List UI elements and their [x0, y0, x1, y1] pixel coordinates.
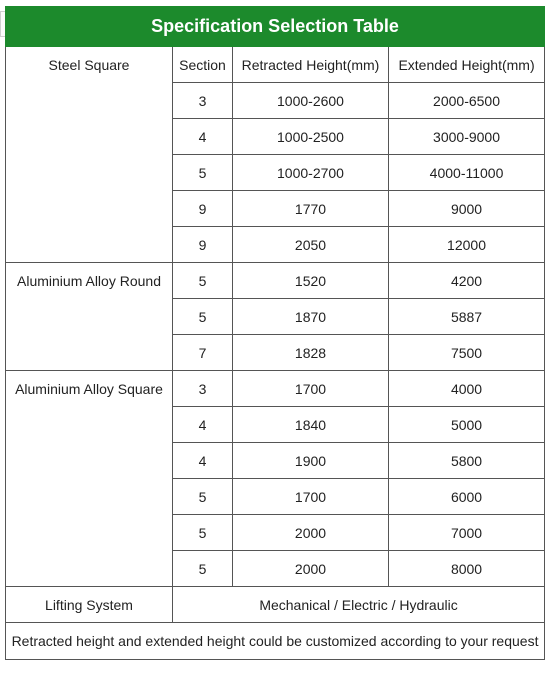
- section-cell: 3: [173, 371, 233, 407]
- header-section: Section: [173, 47, 233, 83]
- retracted-cell: 1770: [233, 191, 389, 227]
- section-cell: 4: [173, 443, 233, 479]
- retracted-cell: 1520: [233, 263, 389, 299]
- retracted-cell: 1700: [233, 479, 389, 515]
- extended-cell: 4000-11000: [389, 155, 545, 191]
- section-cell: 9: [173, 227, 233, 263]
- spec-table-body: [6, 7, 545, 660]
- footnote: Retracted height and extended height could be customized according to your request: [6, 623, 545, 660]
- extended-cell: 2000-6500: [389, 83, 545, 119]
- table-row: [6, 371, 545, 407]
- extended-cell: 5887: [389, 299, 545, 335]
- section-cell: 5: [173, 299, 233, 335]
- extended-cell: 12000: [389, 227, 545, 263]
- extended-cell: 7500: [389, 335, 545, 371]
- group-name: Steel Square: [6, 47, 173, 263]
- lifting-label: Lifting System: [6, 587, 173, 623]
- extended-cell: 7000: [389, 515, 545, 551]
- retracted-cell: 1870: [233, 299, 389, 335]
- retracted-cell: 2000: [233, 515, 389, 551]
- title-row: [6, 7, 545, 47]
- section-cell: 4: [173, 119, 233, 155]
- section-cell: 7: [173, 335, 233, 371]
- spec-table-container: [5, 6, 544, 660]
- spec-table: [5, 6, 545, 660]
- section-cell: 3: [173, 83, 233, 119]
- lifting-value: Mechanical / Electric / Hydraulic: [173, 587, 545, 623]
- extended-cell: 4000: [389, 371, 545, 407]
- extended-cell: 9000: [389, 191, 545, 227]
- retracted-cell: 1000-2700: [233, 155, 389, 191]
- table-title: Specification Selection Table: [6, 7, 545, 47]
- section-cell: 5: [173, 551, 233, 587]
- group-name: Aluminium Alloy Square: [6, 371, 173, 587]
- table-row: [6, 263, 545, 299]
- header-extended: Extended Height(mm): [389, 47, 545, 83]
- extended-cell: 8000: [389, 551, 545, 587]
- retracted-cell: 2000: [233, 551, 389, 587]
- section-cell: 5: [173, 263, 233, 299]
- section-cell: 5: [173, 515, 233, 551]
- group-name: Aluminium Alloy Round: [6, 263, 173, 371]
- section-cell: 5: [173, 479, 233, 515]
- section-cell: 4: [173, 407, 233, 443]
- extended-cell: 3000-9000: [389, 119, 545, 155]
- header-retracted: Retracted Height(mm): [233, 47, 389, 83]
- retracted-cell: 1000-2500: [233, 119, 389, 155]
- extended-cell: 5000: [389, 407, 545, 443]
- retracted-cell: 1828: [233, 335, 389, 371]
- lifting-row: [6, 587, 545, 623]
- header-row: [6, 47, 545, 83]
- extended-cell: 4200: [389, 263, 545, 299]
- extended-cell: 6000: [389, 479, 545, 515]
- extended-cell: 5800: [389, 443, 545, 479]
- retracted-cell: 1840: [233, 407, 389, 443]
- retracted-cell: 1900: [233, 443, 389, 479]
- section-cell: 5: [173, 155, 233, 191]
- retracted-cell: 1000-2600: [233, 83, 389, 119]
- retracted-cell: 1700: [233, 371, 389, 407]
- footnote-row: [6, 623, 545, 660]
- retracted-cell: 2050: [233, 227, 389, 263]
- section-cell: 9: [173, 191, 233, 227]
